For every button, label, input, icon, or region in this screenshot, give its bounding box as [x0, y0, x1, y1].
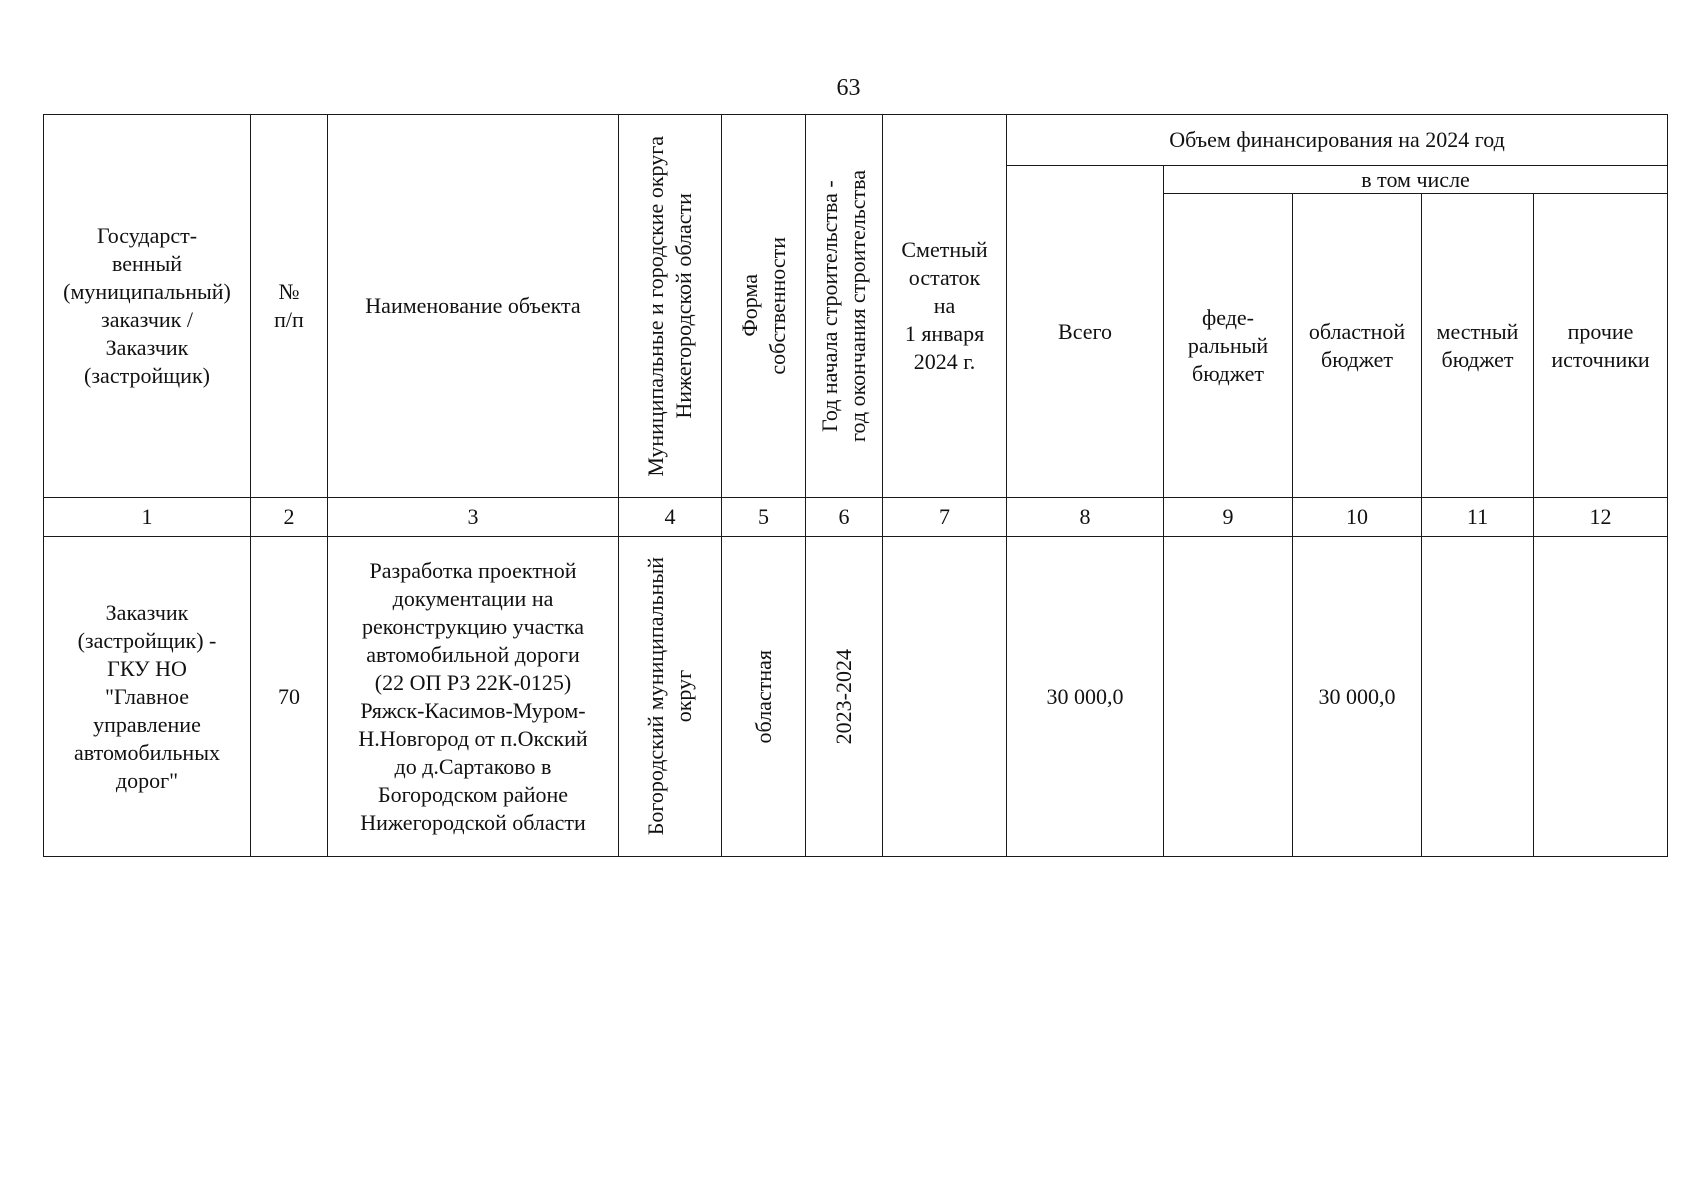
district-cell [619, 537, 722, 857]
total-cell: 30 000,0 [1007, 537, 1164, 857]
column-number: 11 [1422, 498, 1534, 537]
page-number: 63 [836, 75, 861, 101]
local-budget-cell [1422, 537, 1534, 857]
years-cell [806, 537, 883, 857]
header-including: в том числе [1164, 166, 1668, 194]
column-number: 7 [883, 498, 1007, 537]
header-regional-budget: областной бюджет [1293, 194, 1422, 498]
header-districts [619, 115, 722, 498]
header-total: Всего [1007, 166, 1164, 498]
header-other-sources: прочие источники [1534, 194, 1668, 498]
column-number: 10 [1293, 498, 1422, 537]
header-object-name: Наименование объекта [328, 115, 619, 498]
federal-budget-cell [1164, 537, 1293, 857]
table-row [44, 537, 1668, 857]
header-row-number: № п/п [251, 115, 328, 498]
capital-construction-table [43, 114, 1668, 857]
header-ownership-text: Форма собственности [736, 237, 790, 375]
column-number: 5 [722, 498, 806, 537]
header-districts-text: Муниципальные и городские округа Нижегородской области [643, 135, 696, 477]
ownership-cell [722, 537, 806, 857]
column-number: 12 [1534, 498, 1668, 537]
header-federal-budget: феде- ральный бюджет [1164, 194, 1293, 498]
column-number: 3 [328, 498, 619, 537]
column-number: 9 [1164, 498, 1293, 537]
column-number: 2 [251, 498, 328, 537]
header-construction-years-text: Год начала строительства - год окончания строительства [817, 170, 870, 442]
district-text: Богородский муниципальный округ [643, 557, 696, 836]
column-number: 8 [1007, 498, 1164, 537]
header-construction-years [806, 115, 883, 498]
estimated-balance-cell [883, 537, 1007, 857]
years-text: 2023-2024 [831, 648, 856, 745]
header-local-budget: местный бюджет [1422, 194, 1534, 498]
header-customer: Государст- венный (муниципальный) заказчик / Заказчик (застройщик) [44, 115, 251, 498]
regional-budget-cell: 30 000,0 [1293, 537, 1422, 857]
row-number-cell: 70 [251, 537, 328, 857]
header-funding-title: Объем финансирования на 2024 год [1007, 115, 1668, 166]
header-estimated-balance: Сметный остаток на 1 января 2024 г. [883, 115, 1007, 498]
column-number: 1 [44, 498, 251, 537]
header-ownership [722, 115, 806, 498]
other-sources-cell [1534, 537, 1668, 857]
column-number: 6 [806, 498, 883, 537]
column-numbers-row [44, 498, 1668, 537]
customer-cell: Заказчик (застройщик) - ГКУ НО "Главное управление автомобильных дорог" [44, 537, 251, 857]
object-name-cell: Разработка проектной документации на реконструкцию участка автомобильной дороги (22 ОП РЗ 22К-0125) Ряжск-Касимов-Муром- Н.Новгород от п.Окский до д.Сартаково в Богородском районе Нижегородской области [328, 537, 619, 857]
column-number: 4 [619, 498, 722, 537]
ownership-text: областная [750, 649, 776, 744]
